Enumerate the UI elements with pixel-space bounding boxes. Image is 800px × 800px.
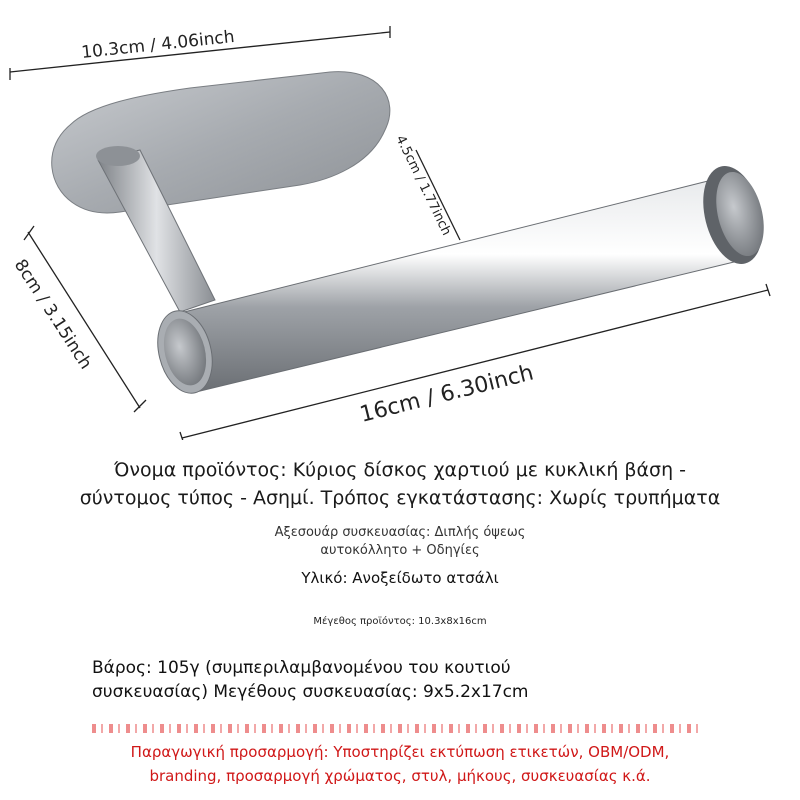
dim-left-label: 8cm / 3.15inch [9,255,96,374]
dim-top-label: 10.3cm / 4.06inch [80,27,236,63]
accessory-text [230,524,570,560]
weight-line-2: συσκευασίας) Μεγέθους συσκευασίας: 9x5.2x17cm [92,682,529,702]
customization-line-2: branding, προσαρμογή χρώματος, στυλ, μήκους, συσκευασίας κ.ά. [149,767,651,785]
material-text: Υλικό: Ανοξείδωτο ατσάλι [301,569,499,587]
product-name-text [0,456,800,512]
dim-bottom-label: 16cm / 6.30inch [357,360,537,428]
size-text: Μέγεθος προϊόντος: 10.3x8x16cm [313,616,487,627]
accessory-line-1: Αξεσουάρ συσκευασίας: Διπλής όψεως [274,525,526,540]
weight-line-1: Βάρος: 105γ (συμπεριλαμβανομένου του κουτιού [92,658,511,678]
customization-text [0,740,800,788]
dim-side-label: 4.5cm / 1.77inch [392,133,454,239]
weight-text [92,656,652,704]
customization-line-1: Παραγωγική προσαρμογή: Υποστηρίζει εκτύπωση ετικετών, OBM/ODM, [130,743,670,761]
custom-text-artifact [92,724,704,733]
accessory-line-2: αυτοκόλλητο + Οδηγίες [320,543,480,558]
product-name-line-1: Όνομα προϊόντος: Κύριος δίσκος χαρτιού με κυκλική βάση - [113,459,687,481]
product-name-line-2: σύντομος τύπος - Ασημί. Τρόπος εγκατάστασης: Χωρίς τρυπήματα [79,487,721,509]
wall-plate [52,72,390,213]
